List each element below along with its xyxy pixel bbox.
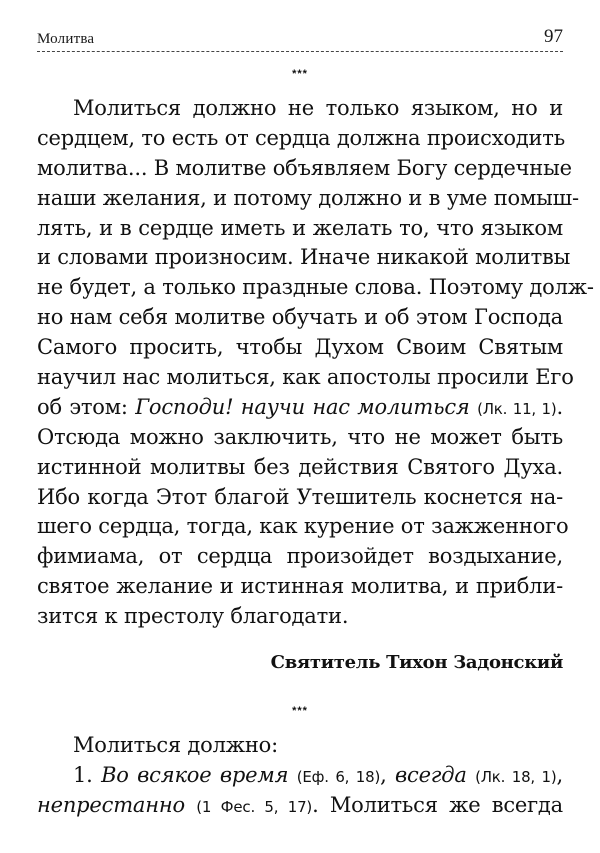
header-rule (37, 51, 563, 52)
text-fragment: . Молиться же всегда (312, 792, 563, 817)
text-line-with-quote (37, 393, 563, 423)
section-separator: *** (292, 68, 308, 80)
list-intro: Молиться должно: (73, 733, 278, 757)
text-line: зится к престолу благодати. (37, 604, 349, 629)
text-line: Молиться должно не только языком, но и (73, 96, 563, 120)
text-line: Ибо когда Этот благой Утешитель коснется на- (37, 484, 563, 509)
text-line: и словами произносим. Иначе никакой молитвы (37, 245, 571, 270)
text-line: наши желания, и потому должно и в уме помыш- (37, 185, 579, 210)
text-line: но нам себя молитве обучать и об этом Господа (37, 305, 563, 330)
scripture-reference: (Еф. 6, 18) (296, 767, 381, 786)
text-line: лять, и в сердце иметь и желать то, что языком (37, 215, 563, 240)
text-fragment: , (556, 762, 563, 787)
scripture-quote: Господи! научи нас молиться (135, 394, 470, 419)
text-line: не будет, а только праздные слова. Поэтому долж- (37, 275, 594, 300)
text-line: Отсюда можно заключить, что не может быть (37, 424, 563, 449)
text-line: истинной молитвы без действия Святого Духа. (37, 454, 563, 479)
scripture-reference: (Лк. 11, 1) (477, 399, 557, 418)
text-line: молитва... В молитве объявляем Богу сердечные (37, 155, 572, 180)
list-item-1-line-1 (37, 761, 563, 791)
text-fragment: . (556, 394, 563, 419)
scripture-phrase: непрестанно (37, 792, 185, 817)
section-title: Молитва (37, 31, 95, 47)
text-line: сердцем, то есть от сердца должна происходить (37, 125, 565, 150)
text-line: святое желание и истинная молитва, и прибли- (37, 574, 563, 599)
text-fragment: , (380, 762, 395, 787)
list-number: 1. (73, 762, 102, 787)
scripture-reference: (1 Фес. 5, 17) (196, 797, 313, 816)
list-item-1-line-2 (37, 791, 563, 821)
text-line: фимиама, от сердца произойдет воздыхание, (37, 544, 563, 569)
passage-tikhon (37, 94, 594, 632)
scripture-phrase: всегда (395, 762, 467, 787)
text-line: шего сердца, тогда, как курение от зажженного (37, 514, 569, 539)
passage-how-to-pray (37, 731, 563, 821)
scripture-phrase: Во всякое время (101, 762, 289, 787)
page-number: 97 (544, 26, 563, 47)
author-signature: Святитель Тихон Задонский (270, 652, 563, 673)
scripture-reference: (Лк. 18, 1) (475, 767, 557, 786)
text-fragment: об этом: (37, 394, 136, 419)
running-header (37, 28, 563, 50)
section-separator: *** (292, 705, 308, 717)
text-line: Самого просить, чтобы Духом Своим Святым (37, 335, 563, 360)
text-line: научил нас молиться, как апостолы просили Его (37, 365, 574, 390)
